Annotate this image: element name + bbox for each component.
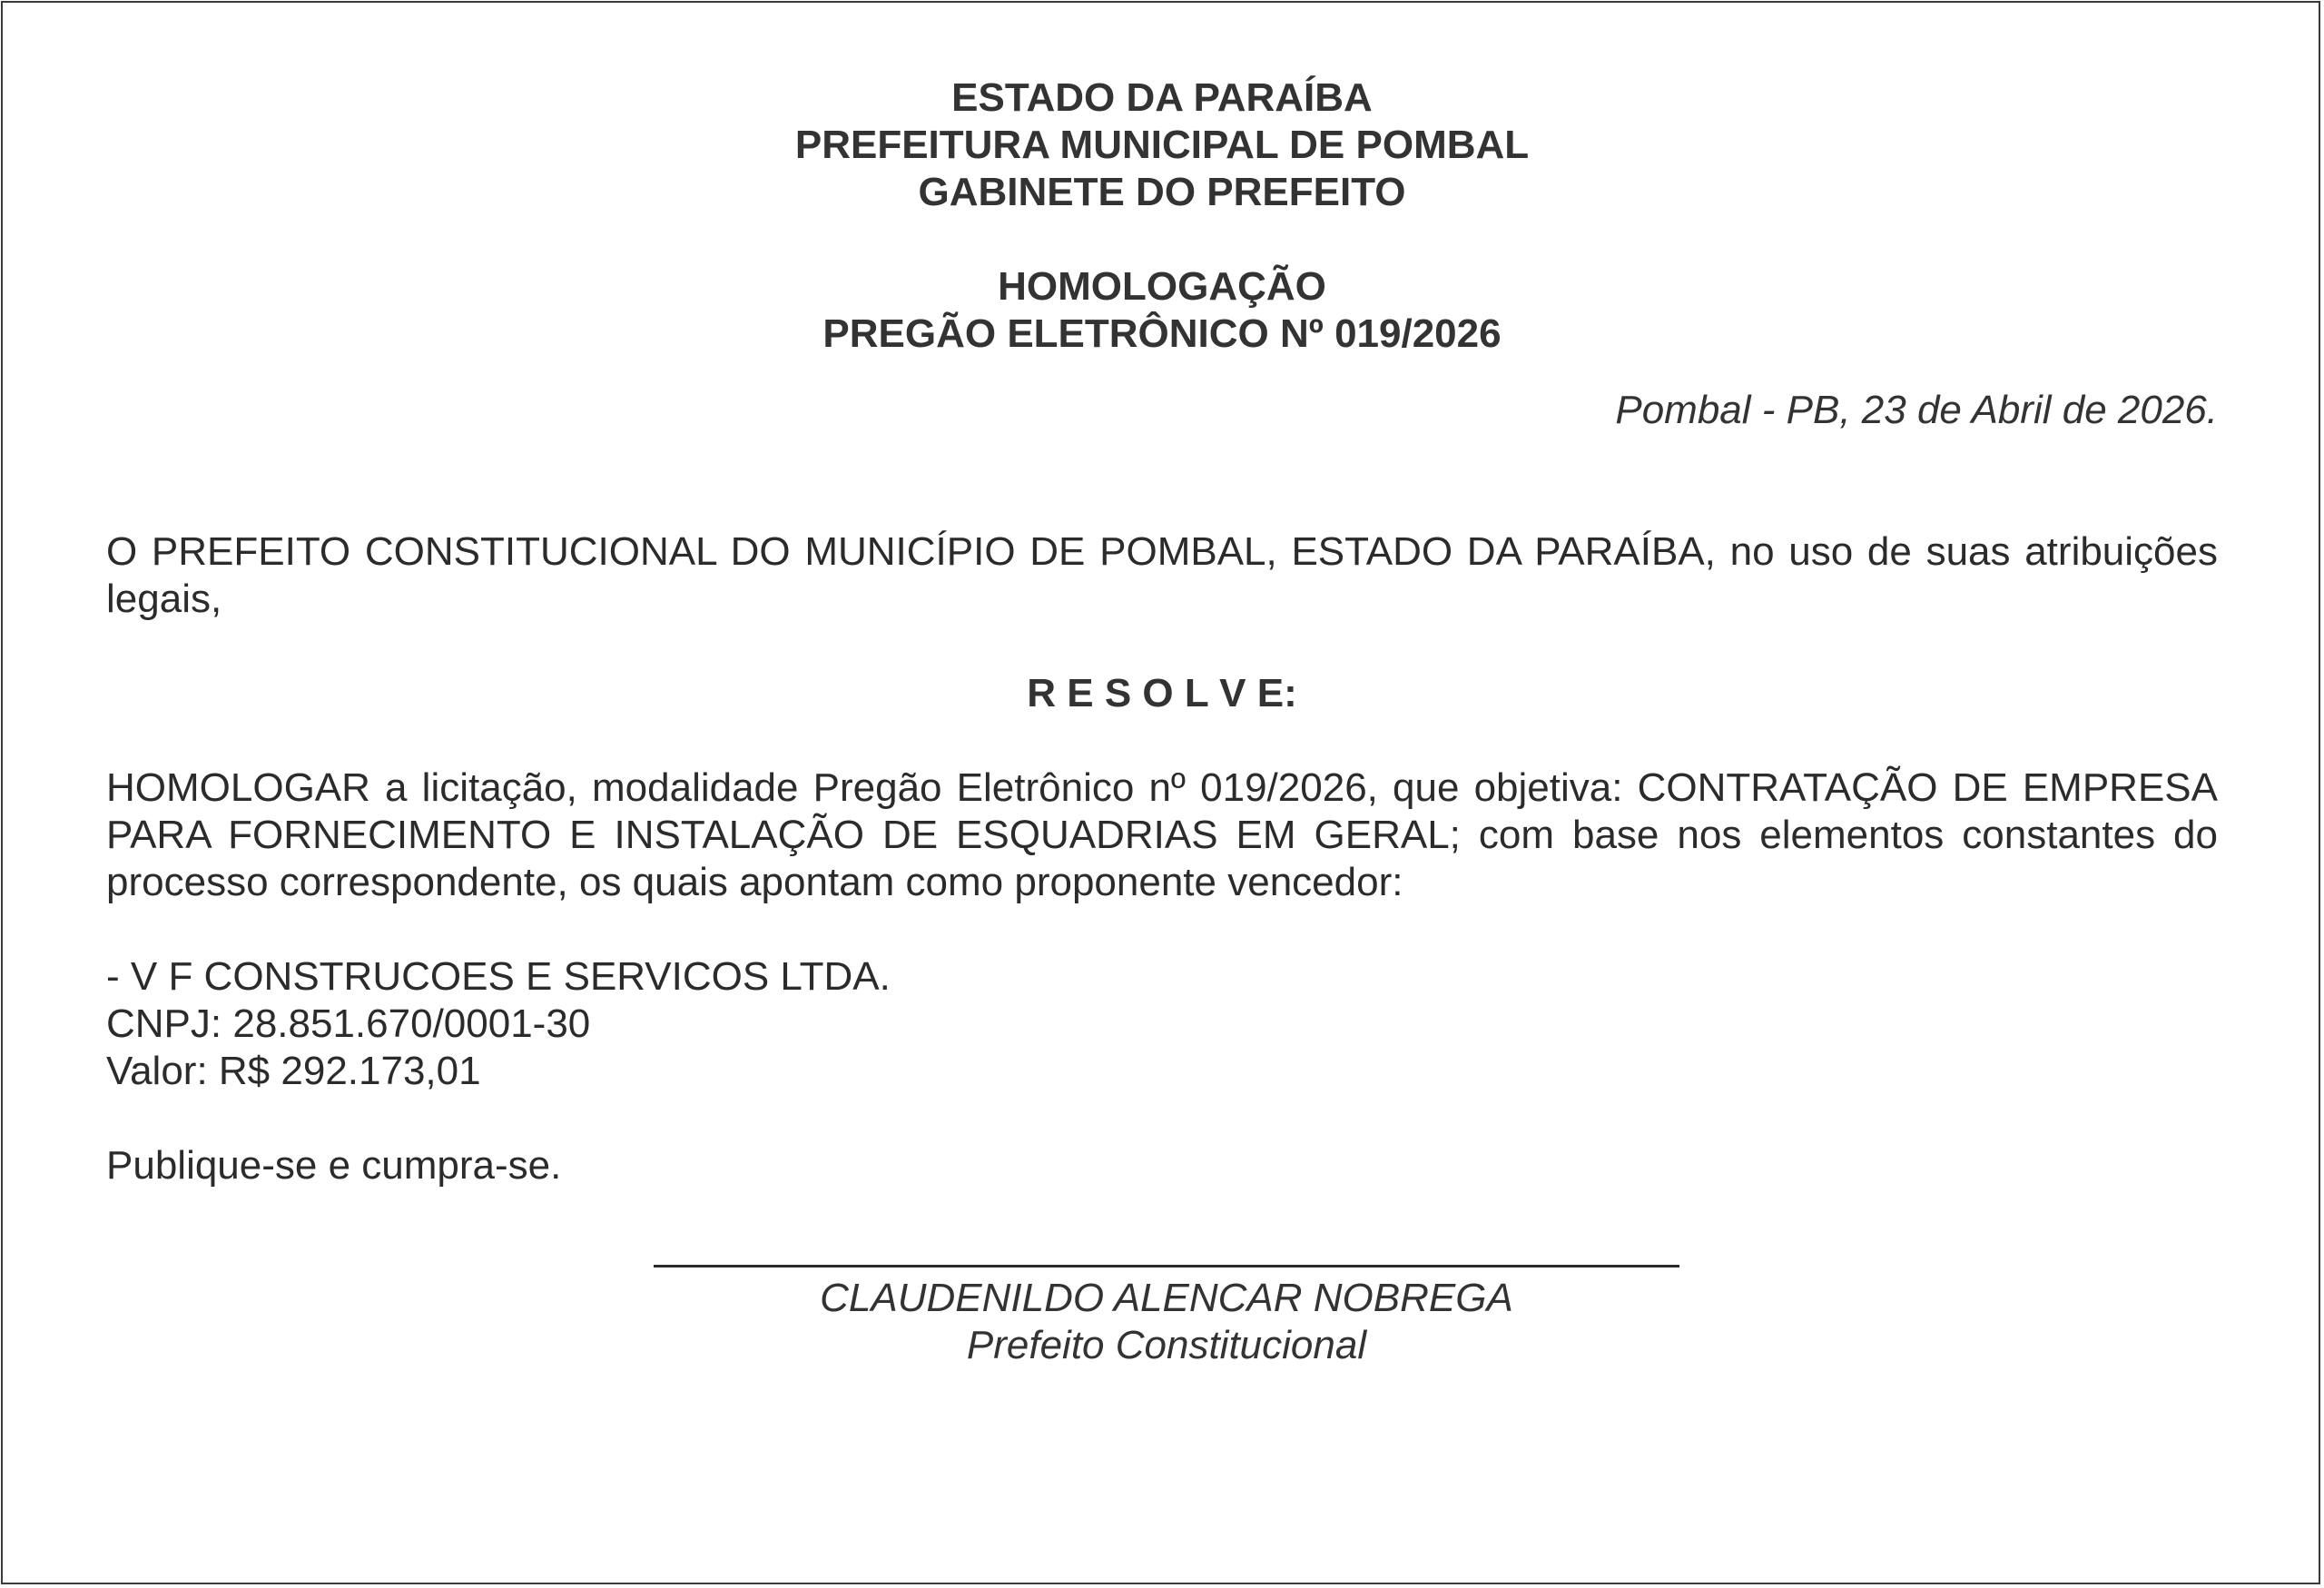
process-title: PREGÃO ELETRÔNICO Nº 019/2026 bbox=[822, 311, 1502, 356]
date-line: Pombal - PB, 23 de Abril de 2026. bbox=[1615, 388, 2218, 432]
winner-value: Valor: R$ 292.173,01 bbox=[106, 1049, 481, 1093]
main-paragraph: HOMOLOGAR a licitação, modalidade Pregão Eletrônico nº 019/2026, que objetiva: CONTRATAÇÃO DE EMPRESA PARA FORNECIMENTO E INSTALAÇÃO DE ESQUADRIAS EM GERAL; com base nos elementos constantes do processo correspondente, os quais apontam como proponente vencedor: bbox=[106, 765, 2218, 904]
header-state: ESTADO DA PARAÍBA bbox=[951, 75, 1373, 120]
header-office: GABINETE DO PREFEITO bbox=[918, 170, 1406, 214]
signatory-name: CLAUDENILDO ALENCAR NOBREGA bbox=[820, 1276, 1513, 1320]
intro-paragraph: O PREFEITO CONSTITUCIONAL DO MUNICÍPIO DE POMBAL, ESTADO DA PARAÍBA, no uso de suas atribuições legais, bbox=[106, 529, 2218, 621]
document-body bbox=[106, 74, 2218, 1189]
document-type-title: HOMOLOGAÇÃO bbox=[998, 264, 1326, 309]
winner-company: - V F CONSTRUCOES E SERVICOS LTDA. bbox=[106, 954, 891, 999]
winner-cnpj: CNPJ: 28.851.670/0001-30 bbox=[106, 1001, 591, 1046]
closing-text: Publique-se e cumpra-se. bbox=[106, 1143, 562, 1188]
signature-line bbox=[654, 1265, 1679, 1267]
signature-block bbox=[654, 1265, 1679, 1369]
signatory-role: Prefeito Constitucional bbox=[966, 1323, 1367, 1367]
resolve-heading: R E S O L V E: bbox=[1027, 671, 1297, 715]
winner-block bbox=[106, 953, 2218, 1095]
header-city-hall: PREFEITURA MUNICIPAL DE POMBAL bbox=[794, 123, 1530, 167]
